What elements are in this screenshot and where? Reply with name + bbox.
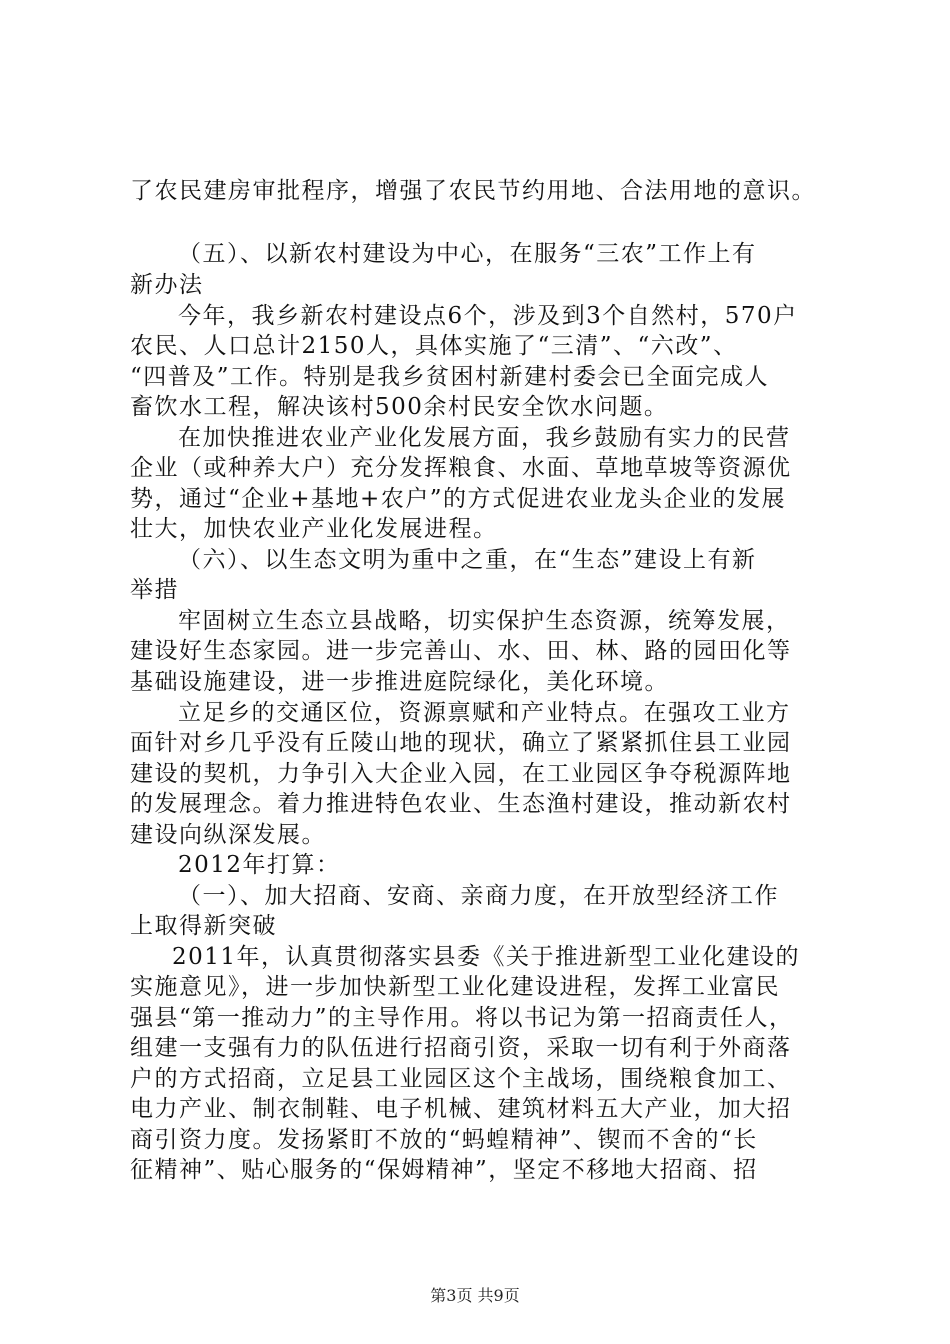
- text-line: 的发展理念。着力推进特色农业、生态渔村建设，推动新农村: [130, 791, 792, 817]
- text-line: “四普及”工作。特别是我乡贫困村新建村委会已全面完成人: [130, 364, 770, 390]
- text-line: 壮大，加快农业产业化发展进程。: [130, 516, 498, 542]
- text-line: 今年，我乡新农村建设点6个，涉及到3个自然村，570户: [178, 303, 798, 329]
- text-line: 立足乡的交通区位，资源禀赋和产业特点。在强攻工业方: [178, 700, 791, 726]
- text-line: 2011年，认真贯彻落实县委《关于推进新型工业化建设的: [172, 944, 801, 970]
- text-line: 了农民建房审批程序，增强了农民节约用地、合法用地的意识。: [130, 178, 816, 204]
- text-line: 电力产业、制衣制鞋、电子机械、建筑材料五大产业，加大招: [130, 1096, 792, 1122]
- text-line: 基础设施建设，进一步推进庭院绿化，美化环境。: [130, 669, 669, 695]
- section-heading: 举措: [130, 577, 179, 603]
- page-number-footer: 第3页 共9页: [430, 1286, 520, 1305]
- text-line: 建设好生态家园。进一步完善山、水、田、林、路的园田化等: [130, 638, 792, 664]
- section-heading: 2012年打算：: [178, 852, 341, 878]
- text-line: 建设的契机，力争引入大企业入园，在工业园区争夺税源阵地: [130, 761, 792, 787]
- text-line: 企业（或种养大户）充分发挥粮食、水面、草地草坡等资源优: [130, 455, 792, 481]
- text-line: 面针对乡几乎没有丘陵山地的现状，确立了紧紧抓住县工业园: [130, 730, 792, 756]
- text-line: 畜饮水工程，解决该村500余村民安全饮水问题。: [130, 394, 669, 420]
- section-heading: （一）、加大招商、安商、亲商力度，在开放型经济工作: [178, 883, 779, 909]
- text-line: 在加快推进农业产业化发展方面，我乡鼓励有实力的民营: [178, 425, 791, 451]
- section-heading: （五）、以新农村建设为中心，在服务“三农”工作上有: [178, 241, 757, 267]
- section-heading: （六）、以生态文明为重中之重，在“生态”建设上有新: [178, 547, 757, 573]
- text-line: 征精神”、贴心服务的“保姆精神”，坚定不移地大招商、招: [130, 1157, 758, 1183]
- text-line: 农民、人口总计2150人，具体实施了“三清”、“六改”、: [130, 333, 738, 359]
- text-line: 实施意见》，进一步加快新型工业化建设进程，发挥工业富民: [130, 974, 780, 1000]
- text-line: 户的方式招商，立足县工业园区这个主战场，围绕粮食加工、: [130, 1066, 792, 1092]
- text-line: 强县“第一推动力”的主导作用。将以书记为第一招商责任人，: [130, 1005, 794, 1031]
- text-line: 商引资力度。发扬紧盯不放的“蚂蝗精神”、锲而不舍的“长: [130, 1127, 758, 1153]
- section-heading: 上取得新突破: [130, 913, 277, 939]
- text-line: 组建一支强有力的队伍进行招商引资，采取一切有利于外商落: [130, 1035, 792, 1061]
- section-heading: 新办法: [130, 272, 204, 298]
- text-line: 建设向纵深发展。: [130, 822, 326, 848]
- text-line: 势，通过“企业+基地+农户”的方式促进农业龙头企业的发展: [130, 486, 787, 512]
- text-line: 牢固树立生态立县战略，切实保护生态资源，统筹发展，: [178, 608, 791, 634]
